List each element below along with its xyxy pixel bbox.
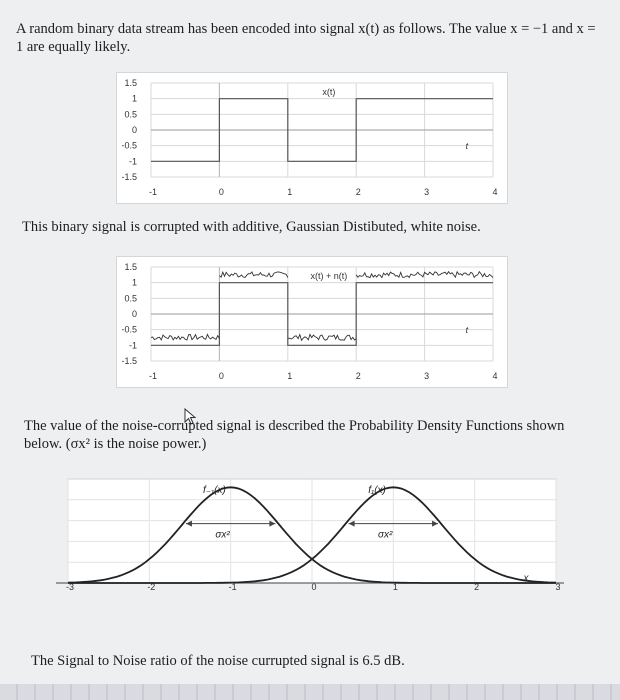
chart-title: x(t) + n(t): [310, 271, 348, 281]
noise-paragraph: This binary signal is corrupted with additive, Gaussian Distibuted, white noise.: [22, 219, 481, 235]
y-tick-label: 0.5: [124, 109, 137, 120]
signal-chart: [116, 72, 508, 204]
x-axis-label: x: [523, 573, 529, 584]
x-tick-label: -3: [65, 582, 75, 592]
y-tick-label: -0.5: [121, 140, 137, 151]
y-tick-label: 0.5: [124, 293, 137, 304]
x-tick-label: 0: [218, 371, 224, 381]
x-tick-label: 1: [287, 371, 293, 381]
snr-paragraph: The Signal to Noise ratio of the noise currupted signal is 6.5 dB.: [31, 653, 405, 669]
x-tick-label: 2: [355, 187, 361, 197]
x-tick-label: 1: [392, 582, 398, 592]
y-tick-label: 0: [131, 309, 137, 319]
time-axis-label: t: [465, 140, 469, 151]
y-tick-label: 1: [131, 93, 137, 104]
sigma-annotation: σx²: [378, 529, 393, 541]
x-tick-label: -1: [148, 371, 158, 381]
pdf-curve-label: f₋₁(x): [202, 485, 226, 496]
noisy-signal-chart: [116, 256, 508, 388]
pdf-chart: [20, 471, 570, 611]
x-tick-label: 2: [355, 371, 361, 381]
intro-paragraph: A random binary data stream has been encoded into signal x(t) as follows. The value x = −1 and x = 1 are equally likely.: [16, 21, 596, 55]
noisy-signal-chart-svg: [117, 257, 507, 387]
y-tick-label: -0.5: [121, 324, 137, 335]
noisy-signal-segment: [288, 334, 356, 340]
y-tick-label: -1: [128, 340, 137, 351]
y-tick-label: 1: [131, 277, 137, 288]
noisy-signal-segment: [219, 272, 287, 278]
pdf-curve-label: f₁(x): [368, 485, 386, 496]
x-tick-label: 0: [218, 187, 224, 197]
x-tick-label: -2: [147, 582, 156, 592]
x-tick-label: 3: [424, 371, 430, 381]
x-tick-label: 4: [492, 187, 498, 197]
y-tick-label: -1.5: [121, 172, 137, 182]
y-tick-label: -1.5: [121, 356, 137, 366]
time-axis-label: t: [465, 324, 469, 335]
chart-title: x(t): [322, 87, 336, 97]
answer-strip: [0, 684, 620, 700]
x-tick-label: 0: [311, 582, 317, 592]
y-tick-label: 1.5: [124, 262, 137, 272]
x-tick-label: 3: [424, 187, 430, 197]
pdf-chart-svg: [20, 471, 570, 611]
y-tick-label: -1: [128, 156, 137, 167]
x-tick-label: 2: [474, 582, 480, 592]
signal-chart-svg: [117, 73, 507, 203]
x-tick-label: 4: [492, 371, 498, 381]
x-tick-label: 3: [555, 582, 561, 592]
noisy-signal-segment: [151, 334, 219, 340]
y-tick-label: 1.5: [124, 78, 137, 88]
sigma-annotation: σx²: [215, 529, 230, 541]
x-tick-label: -1: [228, 582, 237, 592]
y-tick-label: 0: [131, 125, 137, 135]
x-tick-label: -1: [148, 187, 158, 197]
pdf-paragraph: The value of the noise-corrupted signal is described the Probability Density Functions shown below. (σx² is the noise power.): [24, 418, 565, 452]
x-tick-label: 1: [287, 187, 293, 197]
